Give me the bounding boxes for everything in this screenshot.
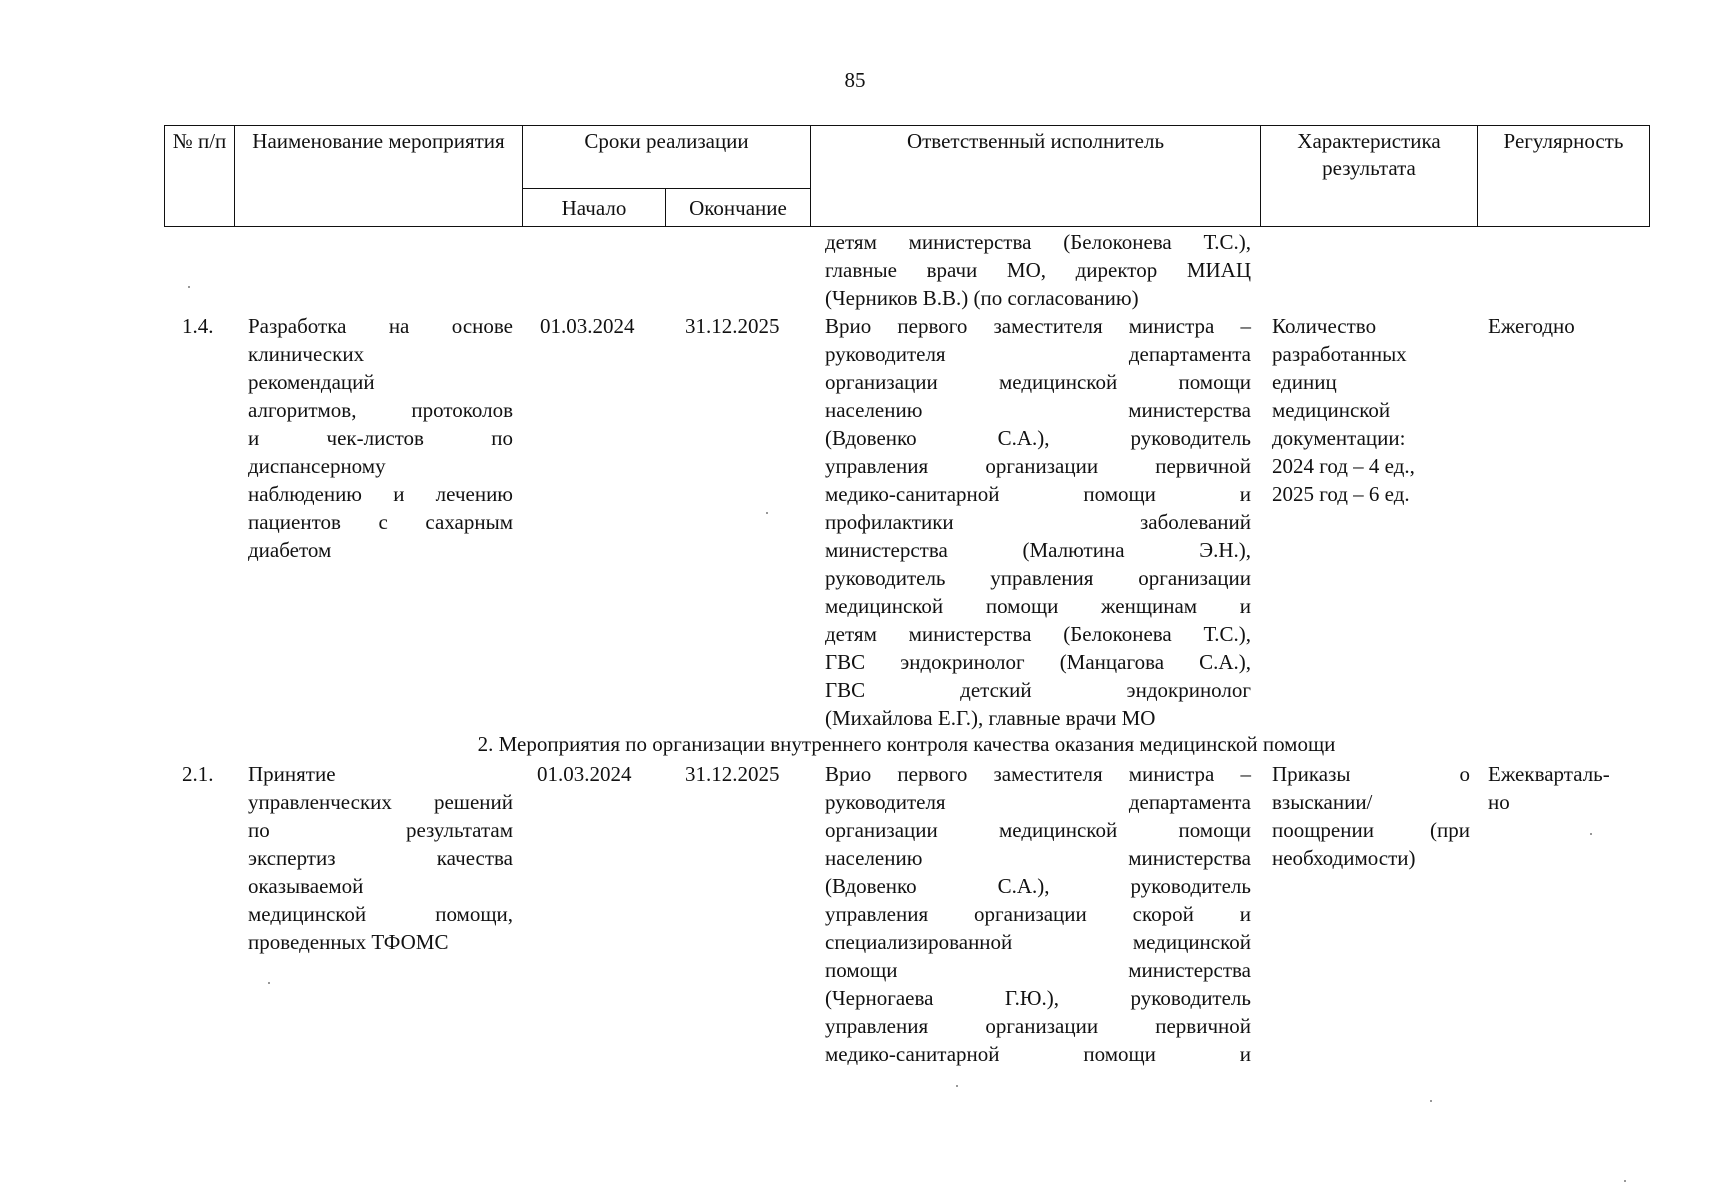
result-line: поощрении (при bbox=[1272, 818, 1470, 842]
header-end: Окончание bbox=[666, 188, 811, 226]
executor-line: ГВС эндокринолог (Манцагова С.А.), bbox=[825, 650, 1251, 674]
executor-line: (Михайлова Е.Г.), главные врачи МО bbox=[825, 706, 1156, 730]
result-line: необходимости) bbox=[1272, 846, 1416, 870]
executor-line: организации медицинской помощи bbox=[825, 370, 1251, 394]
executor-continuation-line: (Черников В.В.) (по согласованию) bbox=[825, 286, 1139, 310]
executor-line: руководителя департамента bbox=[825, 342, 1251, 366]
result-line: 2024 год – 4 ед., bbox=[1272, 454, 1415, 478]
executor-line: населению министерства bbox=[825, 398, 1251, 422]
executor-line: управления организации скорой и bbox=[825, 902, 1251, 926]
header-name: Наименование мероприятия bbox=[235, 126, 523, 227]
scan-speck bbox=[956, 1085, 958, 1087]
header-terms: Сроки реализации bbox=[523, 126, 811, 189]
activity-name-line: пациентов с сахарным bbox=[248, 510, 513, 534]
executor-line: (Черногаева Г.Ю.), руководитель bbox=[825, 986, 1251, 1010]
activity-name-line: Принятие bbox=[248, 762, 336, 786]
activity-name-line: клинических bbox=[248, 342, 365, 366]
executor-line: Врио первого заместителя министра – bbox=[825, 762, 1251, 786]
executor-line: руководителя департамента bbox=[825, 790, 1251, 814]
end-date: 31.12.2025 bbox=[685, 314, 780, 338]
section-title: 2. Мероприятия по организации внутреннего контроля качества оказания медицинской помощи bbox=[477, 732, 1336, 756]
executor-line: детям министерства (Белоконева Т.С.), bbox=[825, 622, 1251, 646]
executor-line: медико-санитарной помощи и bbox=[825, 1042, 1251, 1066]
result bbox=[1272, 312, 1472, 508]
result-line: Приказы о bbox=[1272, 762, 1470, 786]
executor bbox=[825, 312, 1251, 732]
executor-line: управления организации первичной bbox=[825, 1014, 1251, 1038]
executor-line: Врио первого заместителя министра – bbox=[825, 314, 1251, 338]
header-regularity: Регулярность bbox=[1478, 126, 1650, 227]
result-line: взыскании/ bbox=[1272, 790, 1373, 814]
executor-line: организации медицинской помощи bbox=[825, 818, 1251, 842]
executor bbox=[825, 760, 1251, 1068]
executor-line: специализированной медицинской bbox=[825, 930, 1251, 954]
activity-name-line: оказываемой bbox=[248, 874, 364, 898]
regularity-line: но bbox=[1488, 790, 1510, 814]
activity-name-line: по результатам bbox=[248, 818, 513, 842]
start-date: 01.03.2024 bbox=[537, 762, 632, 786]
regularity bbox=[1488, 760, 1610, 816]
activity-name bbox=[248, 760, 513, 956]
activity-name-line: проведенных ТФОМС bbox=[248, 930, 449, 954]
executor-line: управления организации первичной bbox=[825, 454, 1251, 478]
activity-name-line: и чек-листов по bbox=[248, 426, 513, 450]
executor-line: ГВС детский эндокринолог bbox=[825, 678, 1251, 702]
header-result: Характеристика результата bbox=[1261, 126, 1478, 227]
executor-line: помощи министерства bbox=[825, 958, 1251, 982]
scan-speck bbox=[1624, 1180, 1626, 1182]
regularity-line: Ежегодно bbox=[1488, 314, 1575, 338]
result-line: Количество bbox=[1272, 314, 1377, 338]
regularity bbox=[1488, 312, 1575, 340]
activity-name bbox=[248, 312, 513, 564]
activity-name-line: Разработка на основе bbox=[248, 314, 513, 338]
executor-line: медико-санитарной помощи и bbox=[825, 482, 1251, 506]
activity-name-line: диабетом bbox=[248, 538, 332, 562]
row-number: 2.1. bbox=[182, 762, 214, 786]
result-line: 2025 год – 6 ед. bbox=[1272, 482, 1410, 506]
activity-name-line: экспертиз качества bbox=[248, 846, 513, 870]
executor-continuation bbox=[825, 228, 1251, 312]
result-line: разработанных bbox=[1272, 342, 1407, 366]
scan-speck bbox=[268, 982, 270, 984]
executor-line: руководитель управления организации bbox=[825, 566, 1251, 590]
activity-name-line: рекомендаций bbox=[248, 370, 375, 394]
table-header bbox=[164, 125, 1650, 227]
executor-line: медицинской помощи женщинам и bbox=[825, 594, 1251, 618]
scan-speck bbox=[1590, 833, 1592, 835]
scan-speck bbox=[766, 512, 768, 514]
page-number: 85 bbox=[844, 68, 866, 92]
executor-continuation-line: детям министерства (Белоконева Т.С.), bbox=[825, 230, 1251, 254]
activity-name-line: управленческих решений bbox=[248, 790, 513, 814]
result bbox=[1272, 760, 1470, 872]
executor-line: (Вдовенко С.А.), руководитель bbox=[825, 426, 1251, 450]
scan-speck bbox=[188, 286, 190, 288]
header-start: Начало bbox=[523, 188, 666, 226]
result-line: единиц bbox=[1272, 370, 1337, 394]
row-number: 1.4. bbox=[182, 314, 214, 338]
result-line: документации: bbox=[1272, 426, 1406, 450]
executor-line: министерства (Малютина Э.Н.), bbox=[825, 538, 1251, 562]
activity-name-line: диспансерному bbox=[248, 454, 386, 478]
header-num: № п/п bbox=[165, 126, 235, 227]
executor-line: профилактики заболеваний bbox=[825, 510, 1251, 534]
executor-continuation-line: главные врачи МО, директор МИАЦ bbox=[825, 258, 1251, 282]
scan-speck bbox=[1430, 1100, 1432, 1102]
start-date: 01.03.2024 bbox=[540, 314, 635, 338]
executor-line: населению министерства bbox=[825, 846, 1251, 870]
regularity-line: Ежекварталь- bbox=[1488, 762, 1610, 786]
header-executor: Ответственный исполнитель bbox=[811, 126, 1261, 227]
activity-name-line: алгоритмов, протоколов bbox=[248, 398, 513, 422]
result-line: медицинской bbox=[1272, 398, 1391, 422]
executor-line: (Вдовенко С.А.), руководитель bbox=[825, 874, 1251, 898]
activity-name-line: медицинской помощи, bbox=[248, 902, 513, 926]
activity-name-line: наблюдению и лечению bbox=[248, 482, 513, 506]
end-date: 31.12.2025 bbox=[685, 762, 780, 786]
